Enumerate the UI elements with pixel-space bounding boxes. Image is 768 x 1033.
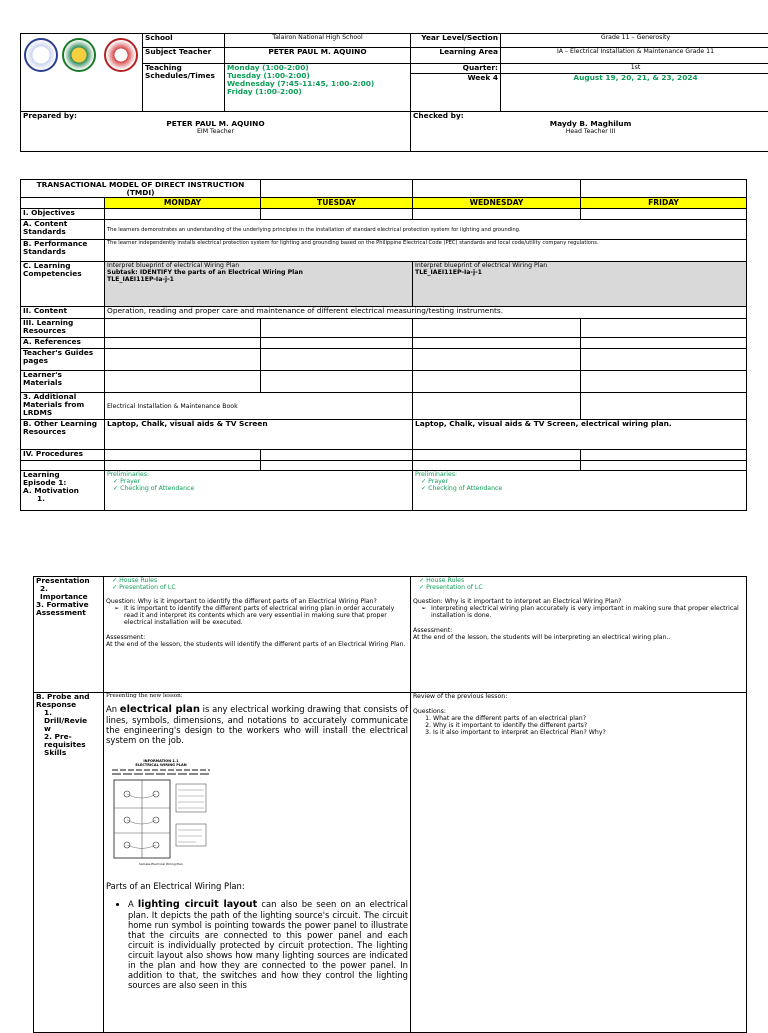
year-value: Grade 11 – Generosity [501,34,768,48]
other-resources-right: Laptop, Chalk, visual aids & TV Screen, electrical wiring plan. [413,420,747,450]
checked-label: Checked by: [413,112,768,120]
day-wednesday: WEDNESDAY [413,198,581,209]
house-rules-left: ✓ House Rules [112,577,408,584]
year-label: Year Level/Section [411,34,501,48]
house-rules-right: ✓ House Rules [419,577,744,584]
plan-title: TRANSACTIONAL MODEL OF DIRECT INSTRUCTION (TMDI) [21,180,261,198]
question-1: 1. What are the different parts of an electrical plan? [433,715,744,722]
presentation-left [104,577,411,693]
schedule-monday: Monday (1:00-2:00) [227,64,408,72]
attendance-right: ✓ Checking of Attendance [421,485,744,492]
answer-right: ➢ Interpreting electrical wiring plan accurately is very important in making sure that proper electrical installation is done. [431,605,744,619]
competencies-label: C. Learning Competencies [21,262,105,307]
probe-line-3: 1. [36,709,101,717]
header-table [20,33,768,152]
presentation-lc-right: ✓ Presentation of LC [419,584,744,591]
quarter-value: 1st [501,64,768,74]
prepared-name: PETER PAUL M. AQUINO [23,120,408,128]
additional-materials-label: 3. Additional Materials from LRDMS [21,393,105,420]
assessment-label-left: Assessment: [106,634,408,641]
prepared-role: EIM Teacher [23,128,408,135]
question-3: 3. Is it also important to interpret an Electrical Plan? Why? [433,729,744,736]
schedule-wednesday: Wednesday (7:45-11:45, 1:00-2:00) [227,80,408,88]
presentation-lc-left: ✓ Presentation of LC [112,584,408,591]
other-resources-left: Laptop, Chalk, visual aids & TV Screen [105,420,413,450]
checked-by-cell [411,112,768,152]
school-name: Talairon National High School [225,34,411,48]
question-left: Question: Why is it important to identify the different parts of an Electrical Wiring Plan? [106,598,408,605]
prayer-right: ✓ Prayer [421,478,744,485]
assessment-left: At the end of the lesson, the students will identify the different parts of an Electrical Wiring Plan. [106,641,408,648]
figure-title-line1: INFORMATION 1.1 [143,759,178,763]
lesson-plan-table-page2 [33,576,747,1033]
day-friday: FRIDAY [581,198,747,209]
question-2: 2. Why is it important to identify the different parts? [433,722,744,729]
presentation-label [34,577,104,693]
content-label: II. Content [21,307,105,319]
parts-heading: Parts of an Electrical Wiring Plan: [106,881,408,891]
comp-right-code: TLE_IAEI11EP-Ia-j-1 [415,269,744,276]
competencies-right [413,262,747,307]
day-monday: MONDAY [105,198,261,209]
prepared-by-cell [21,112,411,152]
lesson-plan-table [20,179,747,511]
school-label: School [143,34,225,48]
guides-label: Teacher's Guides pages [21,349,105,371]
new-lesson-cell [104,693,411,1033]
performance-standards-label: B. Performance Standards [21,240,105,262]
pres-line-2: 2. [36,585,101,593]
episode-line-1: Learning [23,471,102,479]
probe-line-2: Response [36,701,101,709]
def-term: electrical plan [120,704,200,715]
def-prefix: An [106,704,120,714]
questions-label: Questions: [413,708,744,715]
probe-response-label [34,693,104,1033]
figure-caption: Sample Electrical Wiring Plan [112,862,210,866]
quarter-label: Quarter: [411,64,501,74]
content-standards-label: A. Content Standards [21,220,105,240]
probe-line-4: Drill/Revie [36,717,101,725]
prelim-left-label: Preliminaries: [107,471,410,478]
performance-standards-text: The learner independently installs electrical protection system for lighting and grounding based on the Philippine Electrical Code (PEC) standards and local code/utility company regulations. [105,240,747,262]
def-body: is any electrical working drawing that consists of lines, symbols, dimensions, and notations to accurately communicate the engineering's design to the workers who will install the electrical system on the job. [106,704,408,745]
prepared-label: Prepared by: [23,112,408,120]
schedule-tuesday: Tuesday (1:00-2:00) [227,72,408,80]
prelim-right-label: Preliminaries: [415,471,744,478]
other-resources-label: B. Other Learning Resources [21,420,105,450]
schedule-label: Teaching Schedules/Times [143,64,225,112]
pres-line-5: Assessment [36,609,101,617]
comp-left-code: TLE_IAEI11EP-Ia-j-1 [107,276,410,283]
lighting-term: lighting circuit layout [138,899,257,910]
preliminaries-right [413,471,747,511]
wiring-plan-drawing [112,778,210,862]
probe-line-6: 2. Pre- [36,733,101,741]
references-label: A. References [21,338,105,349]
question-right: Question: Why is it important to interpret an Electrical Wiring Plan? [413,598,744,605]
lighting-circuit-item [128,899,408,990]
content-standards-text: The learners demonstrates an understanding of the underlying principles in the installation of standard electrical protection system for lighting and grounding. [105,220,747,240]
assessment-right: At the end of the lesson, the students will be interpreting an electrical wiring plan.. [413,634,744,641]
lighting-body: can also be seen on an electrical plan. It depicts the path of the lighting source's circuit. The circuit home run symbol is pointing towards the power panel to illustrate that the circuits are connected to this power panel and each circuit is individually protected by circuit protection. The lighting circuit layout also shows how many lighting sources are indicated in the plan and how they are connected to the power panel. In addition to that, the switches and how they control the lighting sources are also seen in this [128,899,408,990]
learner-materials-label: Learner's Materials [21,371,105,393]
figure-title [112,759,210,767]
area-value: IA – Electrical Installation & Maintenance Grade 11 [501,48,768,64]
checked-name: Maydy B. Maghilum [413,120,768,128]
schedule-list [225,64,411,112]
episode-line-3: A. Motivation [23,487,102,495]
pres-line-3: Importance [36,593,101,601]
review-label: Review of the previous lesson: [413,693,744,700]
episode-line-4: 1. [23,495,102,503]
episode-line-2: Episode 1: [23,479,102,487]
electrical-plan-definition [106,704,408,745]
lighting-prefix: A [128,899,138,909]
assessment-label-right: Assessment: [413,627,744,634]
comp-left-line1: Interpret blueprint of electrical Wiring Plan [107,262,410,269]
week-label: Week 4 [411,74,501,112]
comp-left-subtask: Subtask: IDENTIFY the parts of an Electrical Wiring Plan [107,269,410,276]
content-text: Operation, reading and proper care and maintenance of different electrical measuring/testing instruments. [105,307,747,319]
dates-value: August 19, 20, 21, & 23, 2024 [501,74,768,112]
wiring-plan-figure [112,759,210,865]
probe-line-8: Skills [36,749,101,757]
schedule-friday: Friday (1:00-2:00) [227,88,408,96]
comp-right-line1: Interpret blueprint of electrical Wiring Plan [415,262,744,269]
presentation-right [411,577,747,693]
learning-episode-label [21,471,105,511]
preliminaries-left [105,471,413,511]
additional-materials-text: Electrical Installation & Maintenance Book [105,393,413,420]
prayer-left: ✓ Prayer [113,478,410,485]
attendance-left: ✓ Checking of Attendance [113,485,410,492]
review-cell [411,693,747,1033]
resources-label: III. Learning Resources [21,319,105,338]
pres-line-4: 3. Formative [36,601,101,609]
area-label: Learning Area [411,48,501,64]
probe-line-5: w [36,725,101,733]
answer-left: ➢ It is important to identify the different parts of electrical wiring plan in order accurately read it and interpret its contents which are very essential in making sure that proper electrical installation will be executed. [124,605,408,626]
objectives-label: I. Objectives [21,209,105,220]
teacher-label: Subject Teacher [143,48,225,64]
checked-role: Head Teacher III [413,128,768,135]
competencies-left [105,262,413,307]
probe-line-1: B. Probe and [36,693,101,701]
teacher-name: PETER PAUL M. AQUINO [225,48,411,64]
procedures-label: IV. Procedures [21,450,105,461]
pres-line-1: Presentation [36,577,101,585]
probe-line-7: requisites [36,741,101,749]
figure-title-line2: ELECTRICAL WIRING PLAN [135,763,186,767]
presenting-label: Presenting the new lesson: [106,693,408,700]
day-tuesday: TUESDAY [261,198,413,209]
